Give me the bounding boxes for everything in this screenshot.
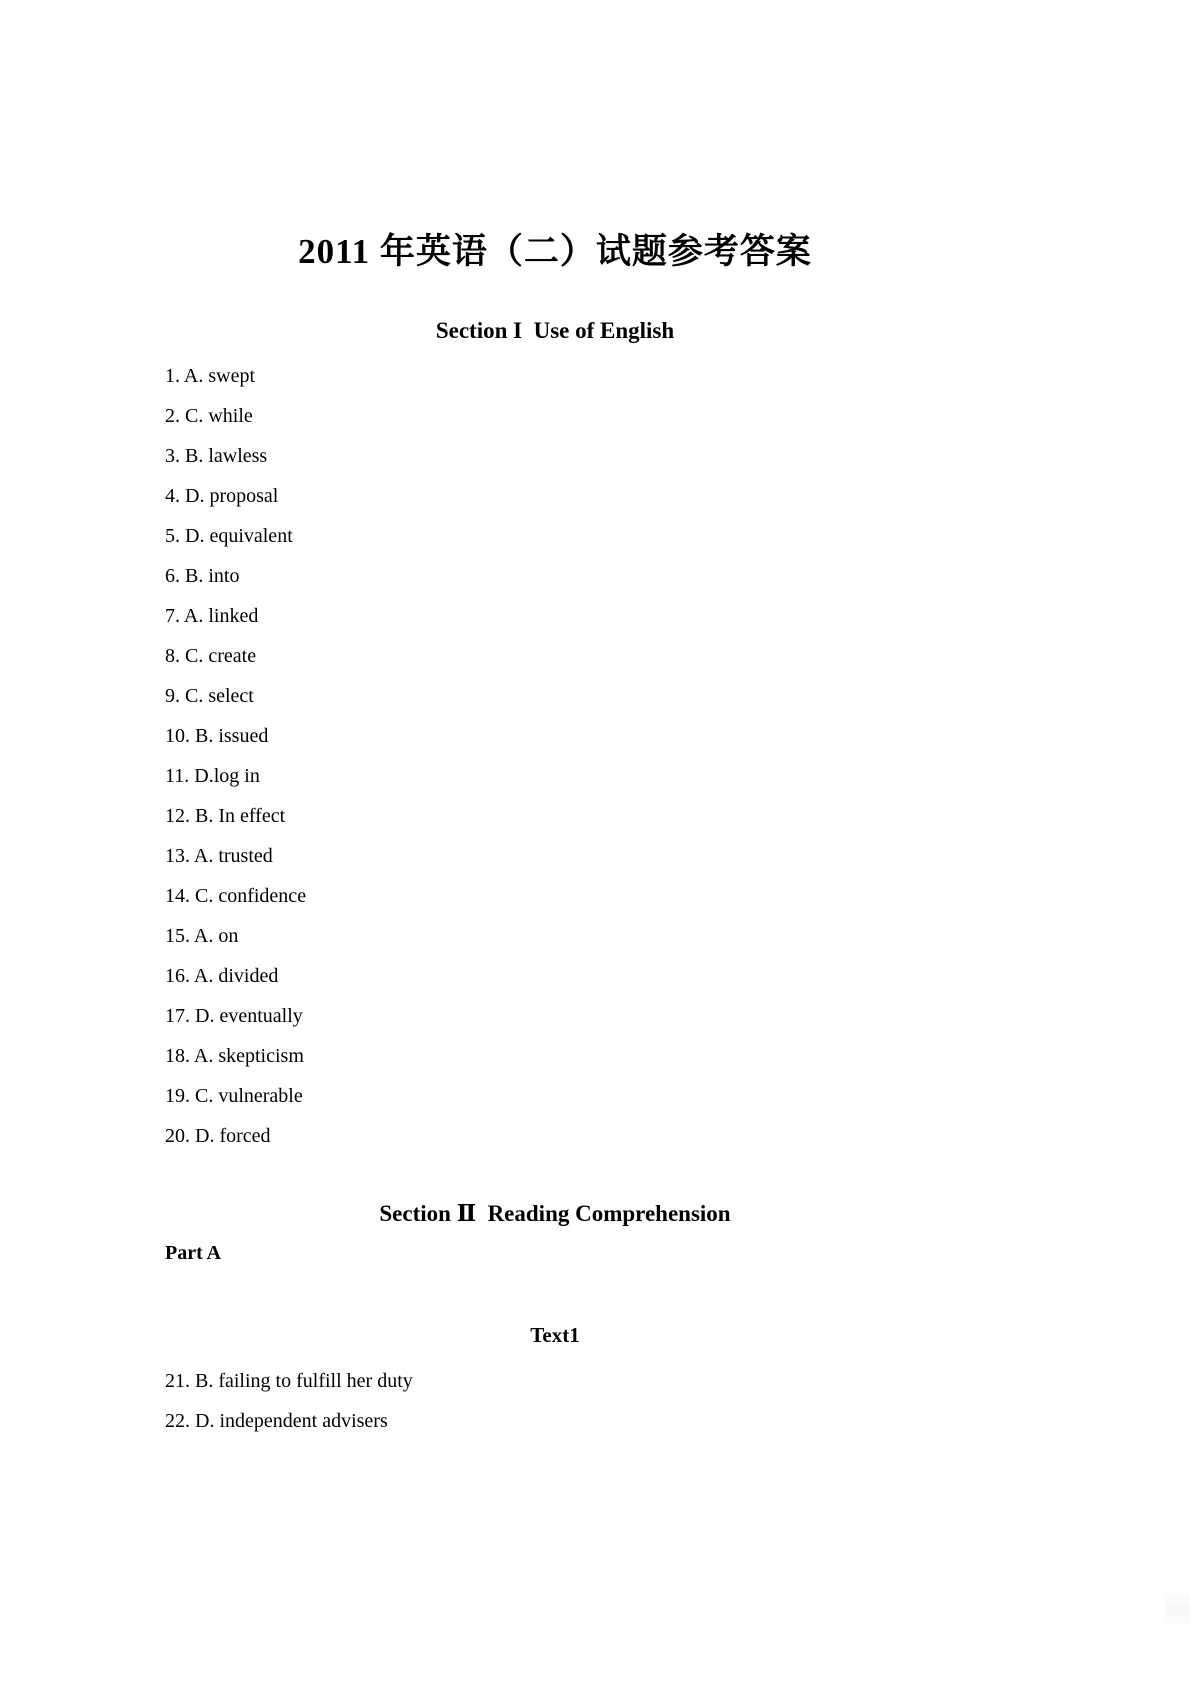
part-a-label: Part A bbox=[165, 1242, 222, 1264]
answer-item-5: 5. D. equivalent bbox=[165, 525, 293, 547]
section-ii-heading: Section Ⅱ Reading Comprehension bbox=[379, 1201, 731, 1226]
section-i-answer-list bbox=[165, 356, 945, 1156]
answer-item-2: 2. C. while bbox=[165, 405, 253, 427]
answer-item-17: 17. D. eventually bbox=[165, 1005, 303, 1027]
answer-item-12: 12. B. In effect bbox=[165, 805, 286, 827]
answer-item-14: 14. C. confidence bbox=[165, 885, 307, 907]
answer-item-22: 22. D. independent advisers bbox=[165, 1410, 388, 1432]
answer-item-3: 3. B. lawless bbox=[165, 445, 268, 467]
answer-item-7: 7. A. linked bbox=[165, 605, 259, 627]
answer-item-15: 15. A. on bbox=[165, 925, 239, 947]
answer-item-20: 20. D. forced bbox=[165, 1125, 271, 1147]
answer-item-16: 16. A. divided bbox=[165, 965, 279, 987]
text1-heading: Text1 bbox=[530, 1323, 580, 1347]
text1-answer-list bbox=[165, 1361, 945, 1441]
answer-item-18: 18. A. skepticism bbox=[165, 1045, 304, 1067]
section-i-heading: Section I Use of English bbox=[435, 318, 675, 343]
corner-watermark bbox=[1165, 1592, 1190, 1625]
answer-item-9: 9. C. select bbox=[165, 685, 254, 707]
answer-item-11: 11. D.log in bbox=[165, 765, 260, 787]
answer-item-13: 13. A. trusted bbox=[165, 845, 273, 867]
answer-item-10: 10. B. issued bbox=[165, 725, 269, 747]
page-title: 2011 年英语（二）试题参考答案 bbox=[298, 232, 812, 271]
answer-item-6: 6. B. into bbox=[165, 565, 240, 587]
answer-item-21: 21. B. failing to fulfill her duty bbox=[165, 1370, 413, 1392]
answer-item-19: 19. C. vulnerable bbox=[165, 1085, 303, 1107]
answer-item-8: 8. C. create bbox=[165, 645, 257, 667]
answer-item-4: 4. D. proposal bbox=[165, 485, 279, 507]
answer-item-1: 1. A. swept bbox=[165, 365, 255, 387]
